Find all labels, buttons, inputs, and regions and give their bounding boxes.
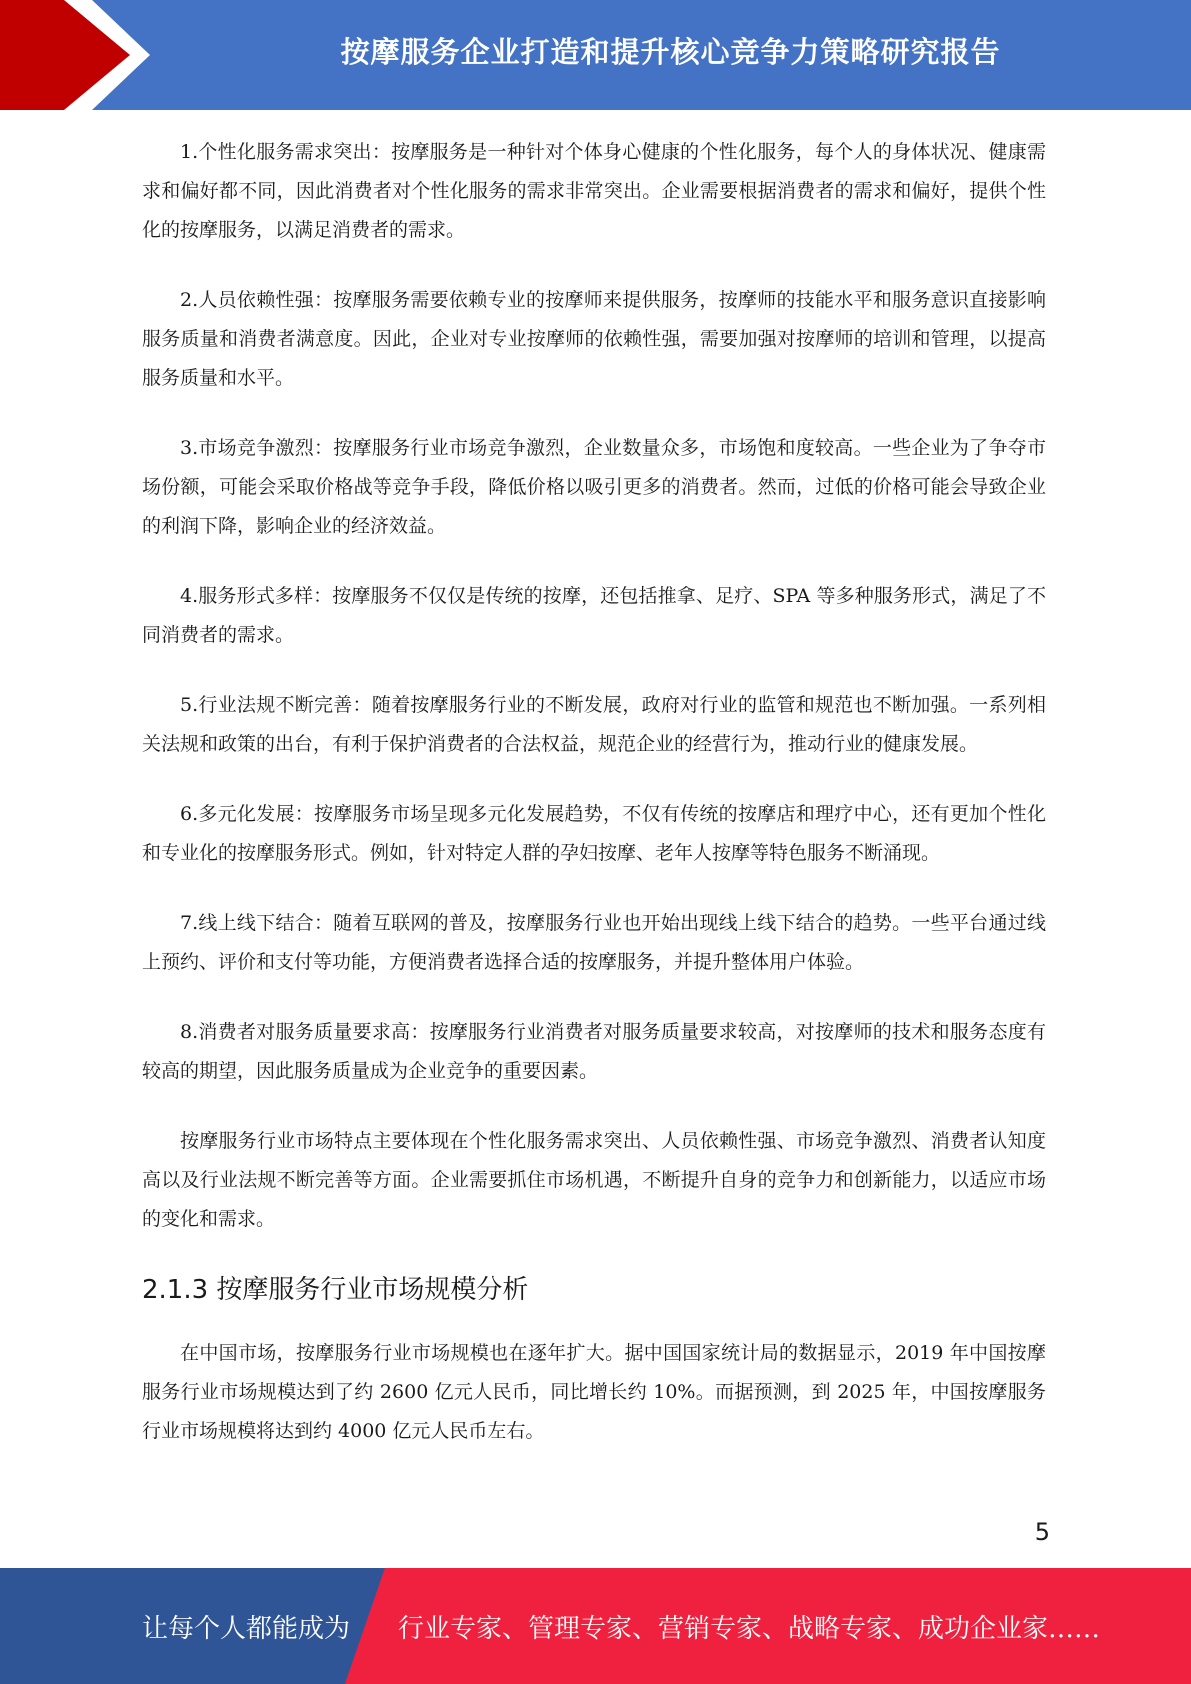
page-header [0,0,1191,110]
footer-slogan-right: 行业专家、管理专家、营销专家、战略专家、成功企业家…… [398,1613,1101,1644]
summary-paragraph: 按摩服务行业市场特点主要体现在个性化服务需求突出、人员依赖性强、市场竞争激烈、消费者认知度高以及行业法规不断完善等方面。企业需要抓住市场机遇，不断提升自身的竞争力和创新能力，以适应市场的变化和需求。 [142,1130,1046,1230]
section-heading: 2.1.3 按摩服务行业市场规模分析 [142,1275,529,1305]
paragraph-2: 2.人员依赖性强：按摩服务需要依赖专业的按摩师来提供服务，按摩师的技能水平和服务意识直接影响服务质量和消费者满意度。因此，企业对专业按摩师的依赖性强，需要加强对按摩师的培训和管理，以提高服务质量和水平。 [142,289,1046,389]
page-number: 5 [1034,1518,1050,1546]
paragraph-3: 3.市场竞争激烈：按摩服务行业市场竞争激烈，企业数量众多，市场饱和度较高。一些企业为了争夺市场份额，可能会采取价格战等竞争手段，降低价格以吸引更多的消费者。然而，过低的价格可能会导致企业的利润下降，影响企业的经济效益。 [142,437,1046,537]
paragraph-7: 7.线上线下结合：随着互联网的普及，按摩服务行业也开始出现线上线下结合的趋势。一些平台通过线上预约、评价和支付等功能，方便消费者选择合适的按摩服务，并提升整体用户体验。 [142,912,1046,973]
report-title: 按摩服务企业打造和提升核心竞争力策略研究报告 [340,34,1001,69]
market-size-paragraph: 在中国市场，按摩服务行业市场规模也在逐年扩大。据中国国家统计局的数据显示，2019 年中国按摩服务行业市场规模达到了约 2600 亿元人民币，同比增长约 10%。而据预测，到 2025 年，中国按摩服务行业市场规模将达到约 4000 亿元人民币左右。 [142,1342,1046,1442]
paragraph-1: 1.个性化服务需求突出：按摩服务是一种针对个体身心健康的个性化服务，每个人的身体状况、健康需求和偏好都不同，因此消费者对个性化服务的需求非常突出。企业需要根据消费者的需求和偏好，提供个性化的按摩服务，以满足消费者的需求。 [142,141,1046,241]
paragraph-5: 5.行业法规不断完善：随着按摩服务行业的不断发展，政府对行业的监管和规范也不断加强。一系列相关法规和政策的出台，有利于保护消费者的合法权益，规范企业的经营行为，推动行业的健康发展。 [142,694,1046,755]
main-content [142,133,1046,1482]
paragraph-8: 8.消费者对服务质量要求高：按摩服务行业消费者对服务质量要求较高，对按摩师的技术和服务态度有较高的期望，因此服务质量成为企业竞争的重要因素。 [142,1021,1046,1082]
page-footer [0,1568,1191,1684]
footer-slogan-left: 让每个人都能成为 [142,1613,351,1644]
paragraph-6: 6.多元化发展：按摩服务市场呈现多元化发展趋势，不仅有传统的按摩店和理疗中心，还有更加个性化和专业化的按摩服务形式。例如，针对特定人群的孕妇按摩、老年人按摩等特色服务不断涌现。 [142,803,1046,864]
paragraph-4: 4.服务形式多样：按摩服务不仅仅是传统的按摩，还包括推拿、足疗、SPA 等多种服务形式，满足了不同消费者的需求。 [142,585,1046,646]
